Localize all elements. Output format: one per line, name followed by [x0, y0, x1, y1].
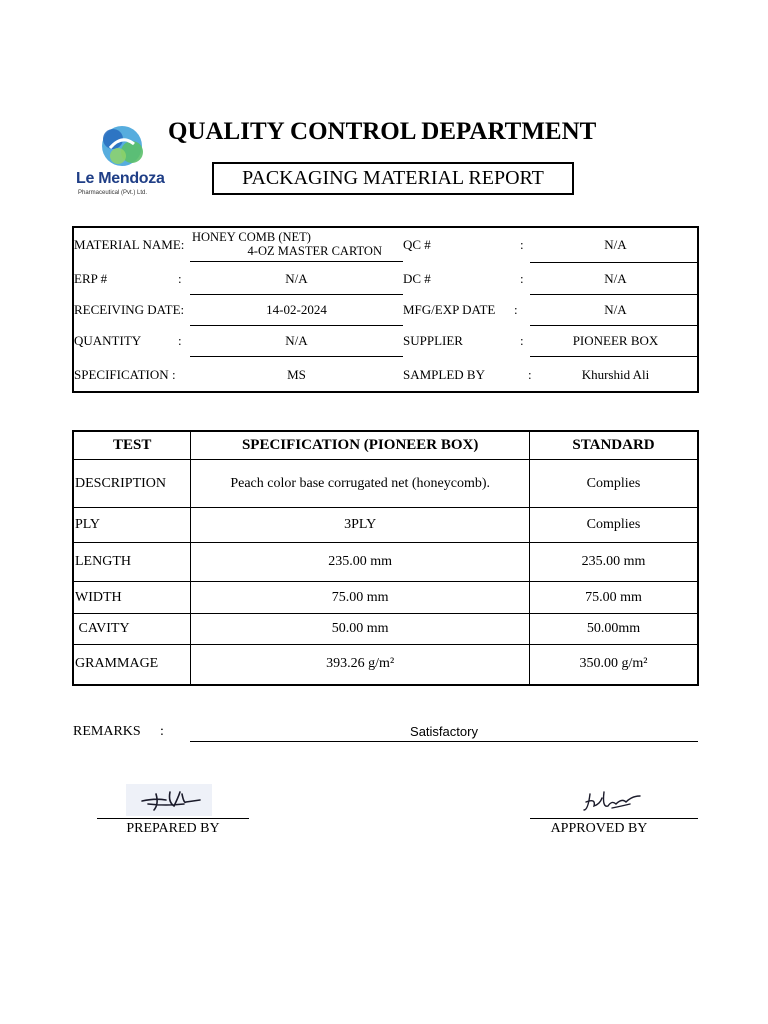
- specification-value: MS: [287, 367, 306, 382]
- test-name: PLY: [73, 508, 191, 543]
- test-results-table: [72, 430, 699, 686]
- quantity-value: N/A: [285, 333, 308, 348]
- approved-by-label: APPROVED BY: [550, 821, 648, 836]
- report-title: PACKAGING MATERIAL REPORT: [212, 162, 574, 195]
- table-row: [73, 543, 698, 582]
- receiving-date-value: 14-02-2024: [266, 302, 327, 317]
- test-specification: 50.00 mm: [191, 614, 530, 645]
- supplier-value: PIONEER BOX: [572, 333, 659, 348]
- test-specification: Peach color base corrugated net (honeycomb).: [191, 460, 530, 508]
- remarks-colon: :: [160, 724, 164, 739]
- mfg-exp-date-underline: [530, 325, 699, 326]
- test-specification: 3PLY: [191, 508, 530, 543]
- material-name-value-line2: 4-OZ MASTER CARTON: [247, 244, 382, 258]
- table-row: [73, 508, 698, 543]
- test-standard: 75.00 mm: [530, 582, 699, 614]
- table-row: [73, 614, 698, 645]
- material-name-underline: [190, 261, 403, 262]
- company-logo: [72, 122, 172, 202]
- department-title: QUALITY CONTROL DEPARTMENT: [168, 118, 597, 145]
- test-specification: 235.00 mm: [191, 543, 530, 582]
- test-name: CAVITY: [73, 614, 191, 645]
- sampled-by-label: SAMPLED BY: [403, 367, 485, 382]
- dc-underline: [530, 294, 699, 295]
- qc-label: QC #: [403, 237, 431, 252]
- table-row: [73, 582, 698, 614]
- header-standard: STANDARD: [530, 431, 699, 460]
- dc-colon: :: [520, 271, 524, 286]
- erp-value: N/A: [285, 271, 308, 286]
- material-name-label: MATERIAL NAME:: [74, 237, 185, 252]
- test-standard: 50.00mm: [530, 614, 699, 645]
- dc-label: DC #: [403, 271, 431, 286]
- test-standard: 235.00 mm: [530, 543, 699, 582]
- supplier-underline: [530, 356, 699, 357]
- quantity-underline: [190, 356, 403, 357]
- table-header-row: [73, 431, 698, 460]
- logo-brand-subtitle: Pharmaceutical (Pvt.) Ltd.: [78, 190, 148, 196]
- mfg-exp-date-colon: :: [514, 302, 518, 317]
- mfg-exp-date-value: N/A: [604, 302, 627, 317]
- erp-colon: :: [178, 271, 182, 286]
- qc-colon: :: [520, 237, 524, 252]
- logo-emblem-icon: [72, 122, 172, 172]
- remarks-value: Satisfactory: [410, 724, 478, 739]
- prepared-by-signature: [126, 784, 212, 816]
- logo-brand-name: Le Mendoza: [76, 170, 165, 187]
- specification-colon: :: [172, 367, 176, 382]
- sampled-by-value: Khurshid Ali: [581, 367, 650, 382]
- receiving-date-underline: [190, 325, 403, 326]
- approved-by-line: [530, 818, 698, 819]
- erp-label: ERP #: [74, 271, 108, 286]
- test-name: DESCRIPTION: [73, 460, 191, 508]
- prepared-by-label: PREPARED BY: [126, 821, 220, 836]
- erp-underline: [190, 294, 403, 295]
- prepared-by-line: [97, 818, 249, 819]
- remarks-underline: [190, 741, 698, 742]
- approved-by-signature: [582, 786, 646, 816]
- test-name: WIDTH: [73, 582, 191, 614]
- test-name: GRAMMAGE: [73, 645, 191, 685]
- supplier-label: SUPPLIER: [403, 333, 463, 348]
- test-specification: 393.26 g/m²: [191, 645, 530, 685]
- test-standard: Complies: [530, 460, 699, 508]
- quantity-label: QUANTITY: [74, 333, 142, 348]
- remarks-label: REMARKS: [73, 724, 141, 739]
- test-specification: 75.00 mm: [191, 582, 530, 614]
- material-name-value-line1: HONEY COMB (NET): [192, 230, 311, 244]
- sampled-by-colon: :: [528, 367, 532, 382]
- test-standard: Complies: [530, 508, 699, 543]
- receiving-date-label: RECEIVING DATE:: [74, 302, 185, 317]
- test-standard: 350.00 g/m²: [530, 645, 699, 685]
- mfg-exp-date-label: MFG/EXP DATE: [403, 302, 496, 317]
- qc-value: N/A: [604, 237, 627, 252]
- qc-underline: [530, 262, 699, 263]
- header-test: TEST: [73, 431, 191, 460]
- supplier-colon: :: [520, 333, 524, 348]
- dc-value: N/A: [604, 271, 627, 286]
- quantity-colon: :: [178, 333, 182, 348]
- table-row: [73, 460, 698, 508]
- material-info-table: [72, 226, 699, 393]
- table-row: [73, 645, 698, 685]
- specification-label: SPECIFICATION: [74, 367, 169, 382]
- test-name: LENGTH: [73, 543, 191, 582]
- header-specification: SPECIFICATION (PIONEER BOX): [191, 431, 530, 460]
